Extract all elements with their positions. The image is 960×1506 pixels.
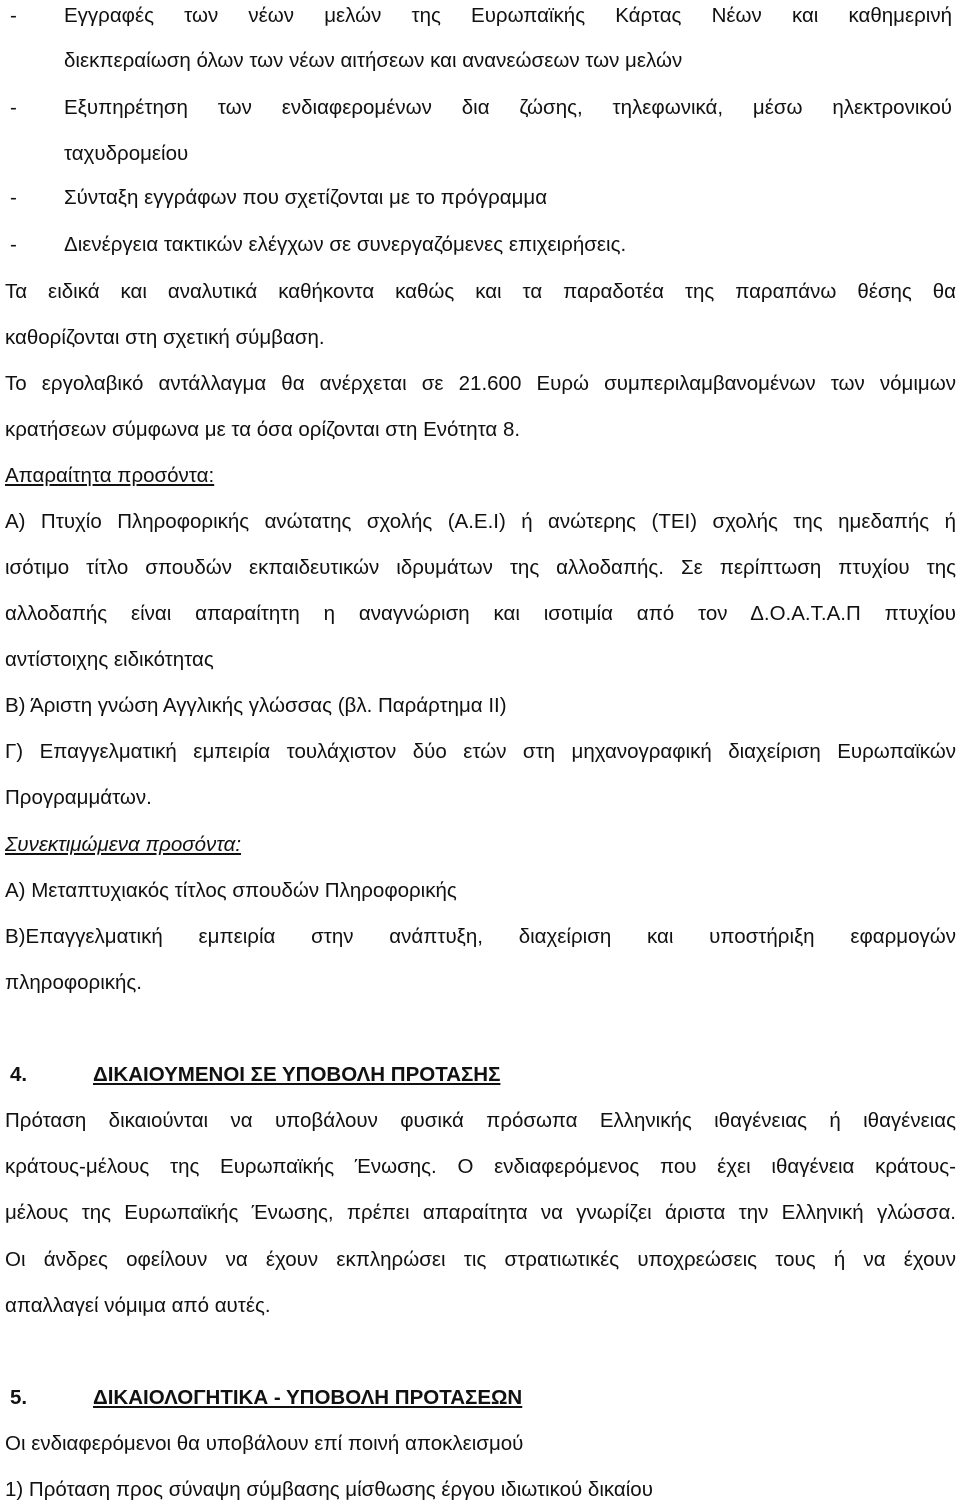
bullet-dash: - bbox=[10, 233, 17, 256]
section-title: ΔΙΚΑΙΟΛΟΓΗΤΙΚΑ - ΥΠΟΒΟΛΗ ΠΡΟΤΑΣΕΩΝ bbox=[93, 1386, 523, 1409]
bullet-text: ταχυδρομείου bbox=[64, 142, 189, 165]
required-item-c: Γ) Επαγγελματική εμπειρία τουλάχιστον δύο ετών στη μηχανογραφική διαχείριση Ευρωπαϊκών bbox=[5, 740, 956, 763]
required-item-a-line: αλλοδαπής είναι απαραίτητη η αναγνώριση και ισοτιμία από τον Δ.Ο.Α.Τ.Α.Π πτυχίου bbox=[5, 602, 956, 625]
bullet-text: Εξυπηρέτηση των ενδιαφερομένων δια ζώσης, τηλεφωνικά, μέσω ηλεκτρονικού bbox=[64, 96, 952, 119]
bullet-dash: - bbox=[10, 96, 17, 119]
section-5-paragraph-line: Οι ενδιαφερόμενοι θα υποβάλουν επί ποινή αποκλεισμού bbox=[5, 1432, 524, 1455]
bullet-text: διεκπεραίωση όλων των νέων αιτήσεων και ανανεώσεων των μελών bbox=[64, 49, 683, 72]
section-4-paragraph-line: μέλους της Ευρωπαϊκής Ένωσης, πρέπει απαραίτητα να γνωρίζει άριστα την Ελληνική γλώσσα. bbox=[5, 1201, 956, 1224]
heading-text: Συνεκτιμώμενα προσόντα: bbox=[5, 833, 242, 856]
required-item-a: Α) Πτυχίο Πληροφορικής ανώτατης σχολής (Α.Ε.Ι) ή ανώτερης (ΤΕΙ) σχολής της ημεδαπής ή bbox=[5, 510, 956, 533]
desirable-item-a: Α) Μεταπτυχιακός τίτλος σπουδών Πληροφορικής bbox=[5, 879, 457, 902]
section-4-paragraph-line: απαλλαγεί νόμιμα από αυτές. bbox=[5, 1294, 271, 1317]
section-number: 4. bbox=[10, 1063, 28, 1086]
bullet-dash: - bbox=[10, 186, 17, 209]
duties-paragraph-line: καθορίζονται στη σχετική σύμβαση. bbox=[5, 326, 325, 349]
bullet-dash: - bbox=[10, 4, 17, 27]
required-item-b: Β) Άριστη γνώση Αγγλικής γλώσσας (βλ. Παράρτημα ΙΙ) bbox=[5, 694, 507, 717]
desirable-qualifications-heading bbox=[5, 830, 956, 860]
section-4-paragraph-line: κράτους-μέλους της Ευρωπαϊκής Ένωσης. Ο ενδιαφερόμενος που έχει ιθαγένεια κράτους- bbox=[5, 1155, 956, 1178]
bullet-text: Διενέργεια τακτικών ελέγχων σε συνεργαζόμενες επιχειρήσεις. bbox=[64, 233, 627, 256]
section-5-paragraph-line: 1) Πρόταση προς σύναψη σύμβασης μίσθωσης έργου ιδιωτικού δικαίου bbox=[5, 1478, 653, 1501]
desirable-item-b: Β)Επαγγελματική εμπειρία στην ανάπτυξη, διαχείριση και υποστήριξη εφαρμογών bbox=[5, 925, 956, 948]
section-number: 5. bbox=[10, 1386, 28, 1409]
heading-text: Απαραίτητα προσόντα: bbox=[5, 464, 215, 487]
section-4-paragraph-line: Οι άνδρες οφείλουν να έχουν εκπληρώσει τις στρατιωτικές υποχρεώσεις τους ή να έχουν bbox=[5, 1248, 956, 1271]
section-title: ΔΙΚΑΙΟΥΜΕΝΟΙ ΣΕ ΥΠΟΒΟΛΗ ΠΡΟΤΑΣΗΣ bbox=[93, 1063, 501, 1086]
fee-paragraph-line: Το εργολαβικό αντάλλαγμα θα ανέρχεται σε 21.600 Ευρώ συμπεριλαμβανομένων των νόμιμων bbox=[5, 372, 956, 395]
section-4-paragraph-line: Πρόταση δικαιούνται να υποβάλουν φυσικά πρόσωπα Ελληνικής ιθαγένειας ή ιθαγένειας bbox=[5, 1109, 956, 1132]
desirable-item-b-line: πληροφορικής. bbox=[5, 971, 142, 994]
fee-paragraph-line: κρατήσεων σύμφωνα με τα όσα ορίζονται στη Ενότητα 8. bbox=[5, 418, 521, 441]
required-item-a-line: αντίστοιχης ειδικότητας bbox=[5, 648, 214, 671]
duties-paragraph-line: Τα ειδικά και αναλυτικά καθήκοντα καθώς και τα παραδοτέα της παραπάνω θέσης θα bbox=[5, 280, 956, 303]
required-qualifications-heading bbox=[5, 461, 956, 491]
bullet-text: Εγγραφές των νέων μελών της Ευρωπαϊκής Κάρτας Νέων και καθημερινή bbox=[64, 4, 952, 27]
bullet-text: Σύνταξη εγγράφων που σχετίζονται με το πρόγραμμα bbox=[64, 186, 548, 209]
required-item-a-line: ισότιμο τίτλο σπουδών εκπαιδευτικών ιδρυμάτων της αλλοδαπής. Σε περίπτωση πτυχίου της bbox=[5, 556, 956, 579]
required-item-c-line: Προγραμμάτων. bbox=[5, 786, 152, 809]
